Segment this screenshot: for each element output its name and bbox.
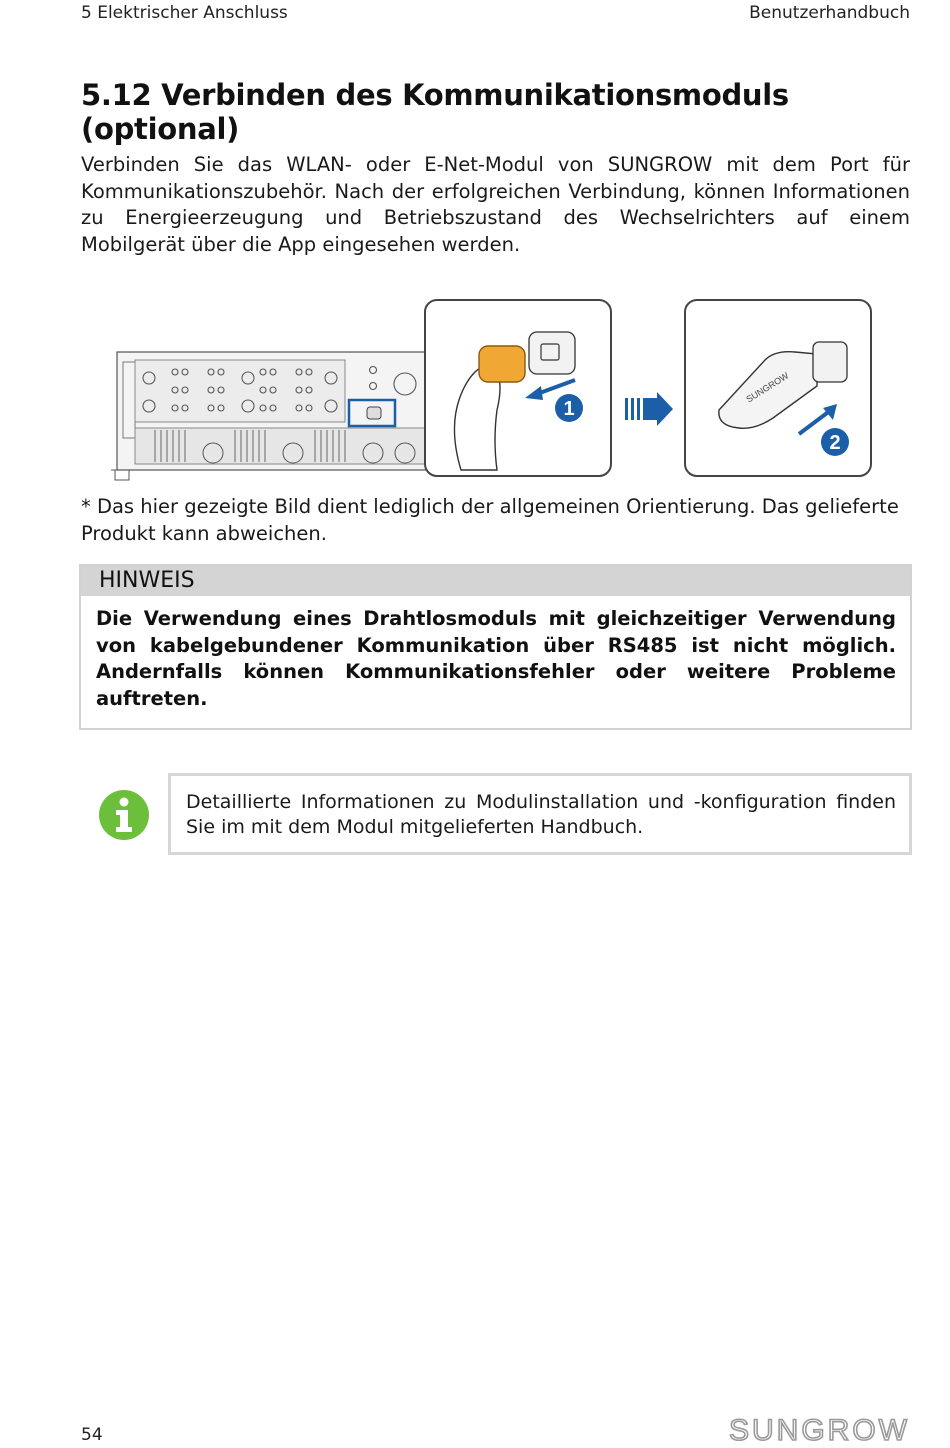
connection-figure bbox=[105, 290, 885, 490]
step-2-panel bbox=[685, 300, 871, 476]
direction-arrow-icon bbox=[625, 392, 673, 426]
notice-heading: HINWEIS bbox=[81, 566, 910, 596]
step-1-panel bbox=[425, 300, 611, 476]
running-header-chapter: 5 Elektrischer Anschluss bbox=[81, 3, 288, 23]
notice-text: Die Verwendung eines Drahtlosmoduls mit gleichzeitiger Verwendung von kabelgebundener Kommunikation über RS485 ist nicht möglich. Andernfalls können Kommunikationsfehler oder weitere Probleme auftreten. bbox=[96, 607, 896, 710]
info-box bbox=[168, 773, 912, 855]
sungrow-logo bbox=[712, 1412, 912, 1446]
notice-box bbox=[79, 564, 912, 730]
module-brand-label: SUNGROW bbox=[744, 370, 791, 405]
module-cap-orange bbox=[479, 346, 525, 382]
page-number: 54 bbox=[81, 1425, 103, 1445]
intro-paragraph: Verbinden Sie das WLAN- oder E-Net-Modul von SUNGROW mit dem Port für Kommunikationszubehör. Nach der erfolgreichen Verbindung, können Informationen zu Energieerzeugung und Betriebszustand des Wechselrichters auf einem Mobilgerät über die App eingesehen werden. bbox=[81, 153, 910, 256]
info-text: Detaillierte Informationen zu Modulinstallation und -konfiguration finden Sie im mit dem Modul mitgelieferten Handbuch. bbox=[186, 791, 896, 838]
figure-caption: * Das hier gezeigte Bild dient lediglich der allgemeinen Orientierung. Das gelieferte Produkt kann abweichen. bbox=[81, 495, 899, 545]
section-title: 5.12 Verbinden des Kommunikationsmoduls (optional) bbox=[81, 78, 789, 146]
step-2-number: 2 bbox=[829, 432, 841, 454]
step-1-number: 1 bbox=[563, 398, 575, 420]
module-connection-illustration bbox=[105, 290, 885, 490]
inverter-illustration bbox=[111, 352, 435, 480]
logo-text: SUNGROW bbox=[729, 1414, 910, 1446]
running-header-manual: Benutzerhandbuch bbox=[749, 3, 910, 23]
socket-illustration bbox=[529, 332, 575, 374]
info-icon bbox=[98, 789, 150, 841]
